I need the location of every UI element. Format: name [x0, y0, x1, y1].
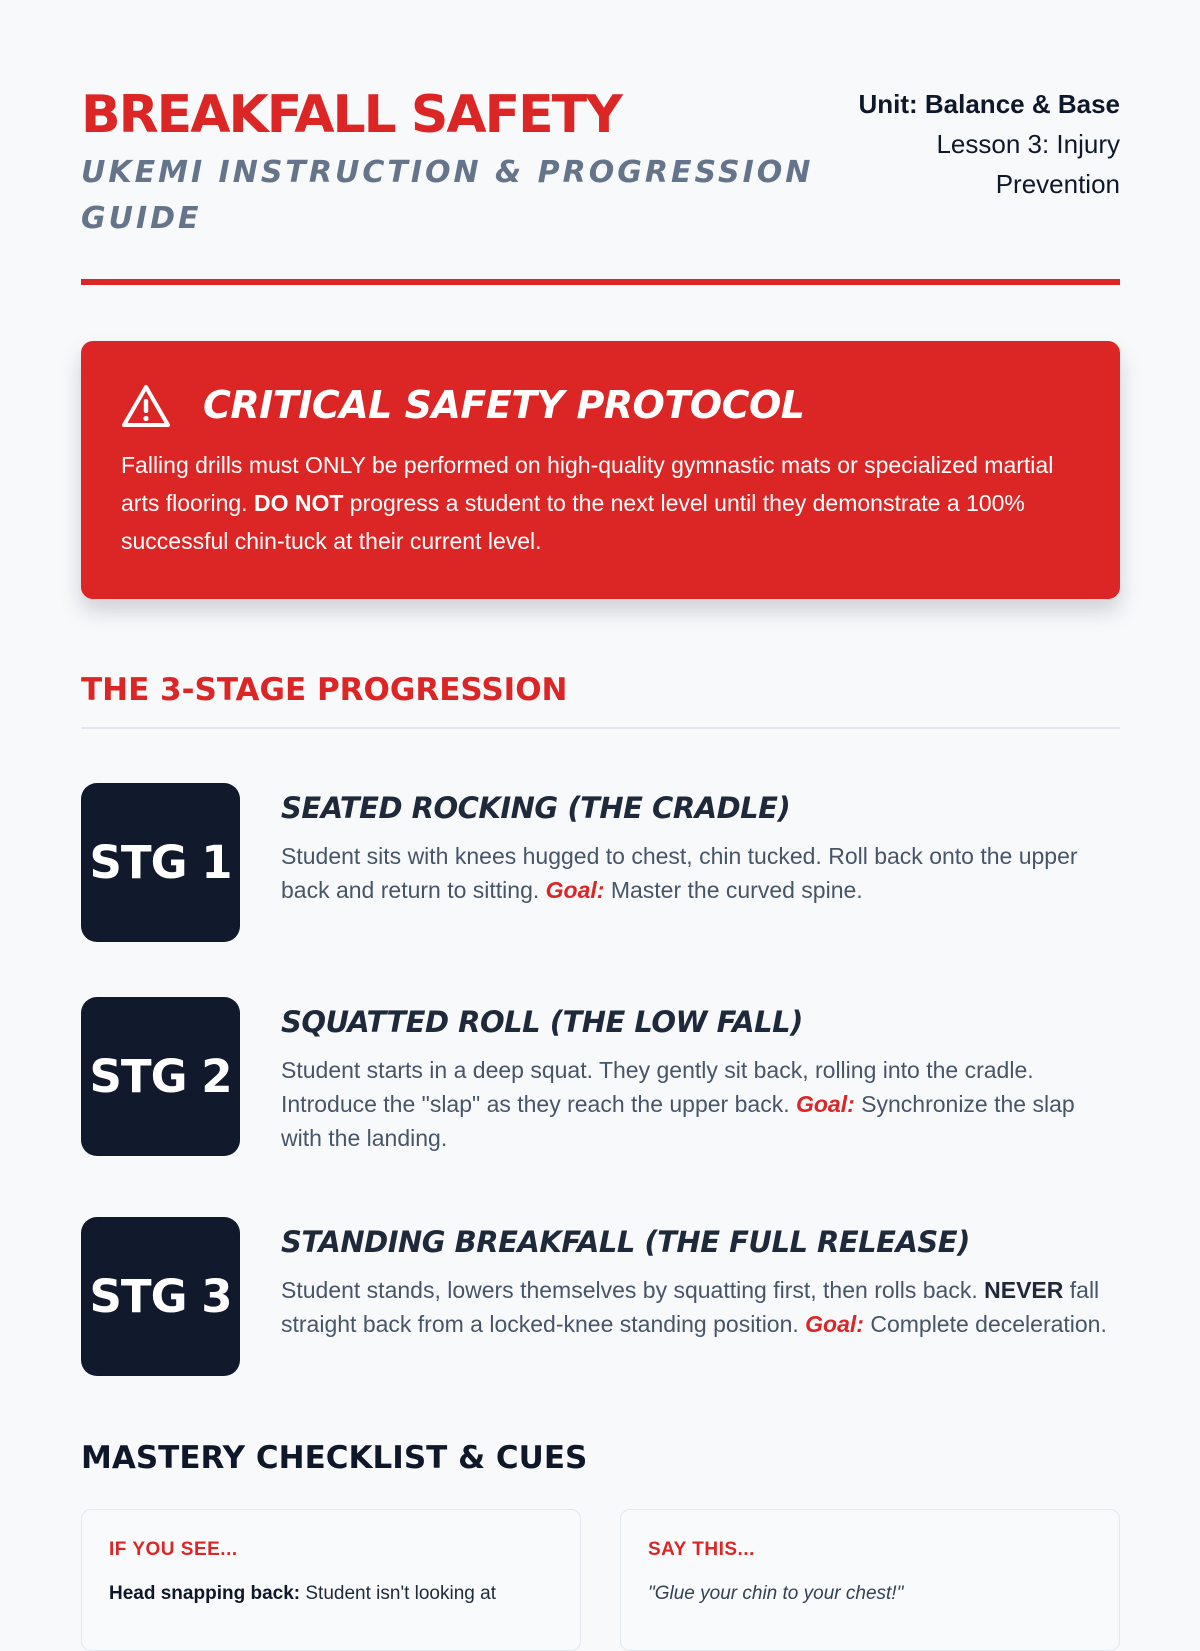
goal-label: Goal:: [805, 1311, 864, 1337]
stage-badge: STG 1: [81, 783, 240, 942]
checklist-item-text: Student isn't looking at: [300, 1583, 496, 1604]
protocol-text-part-2: progress a student to the next level until they demonstrate a 100% successful chin-tuck at their current level.: [121, 490, 1025, 554]
stage-name: SQUATTED ROLL (THE LOW FALL): [281, 1005, 803, 1039]
page-title: BREAKFALL SAFETY: [81, 85, 621, 145]
stage-description-text: Student sits with knees hugged to chest, chin tucked. Roll back onto the upper back and return to sitting.: [281, 843, 1078, 903]
say-this-card: [620, 1509, 1120, 1651]
safety-protocol-box: [81, 341, 1120, 599]
goal-text: Master the curved spine.: [604, 877, 863, 903]
stage-name: SEATED ROCKING (THE CRADLE): [281, 791, 791, 825]
stage-description: [281, 839, 1111, 907]
stage-description-text: Student starts in a deep squat. They gently sit back, rolling into the cradle. Introduce the "slap" as they reach the upper back.: [281, 1057, 1034, 1117]
stage-badge: STG 3: [81, 1217, 240, 1376]
lesson-meta: [830, 84, 1120, 204]
stage-emphasis: NEVER: [984, 1277, 1064, 1303]
checklist-item: [109, 1580, 559, 1608]
goal-label: Goal:: [545, 877, 605, 903]
goal-label: Goal:: [795, 1091, 855, 1117]
stage-description-lead: Student stands, lowers themselves by squatting first, then rolls back.: [281, 1277, 985, 1303]
protocol-emphasis: DO NOT: [253, 490, 344, 516]
card-heading: SAY THIS...: [648, 1539, 755, 1560]
protocol-text: [121, 446, 1081, 560]
progression-heading: THE 3-STAGE PROGRESSION: [81, 672, 568, 708]
stage-description: [281, 1053, 1111, 1155]
lesson-label: Lesson 3: Injury Prevention: [936, 129, 1120, 199]
stage-description-text: fall straight back from a locked-knee standing position.: [281, 1277, 1100, 1337]
checklist-item-label: Head snapping back:: [109, 1583, 301, 1604]
progression-divider: [81, 727, 1120, 729]
page-header: [81, 84, 1120, 284]
lesson-page: [81, 0, 1120, 1604]
mastery-heading: MASTERY CHECKLIST & CUES: [81, 1440, 588, 1476]
header-divider: [81, 279, 1120, 285]
protocol-text-part-1: Falling drills must ONLY be performed on high-quality gymnastic mats or specialized martial arts flooring.: [121, 452, 1054, 516]
card-heading: IF YOU SEE...: [109, 1539, 238, 1560]
protocol-title: CRITICAL SAFETY PROTOCOL: [203, 383, 805, 427]
warning-triangle-icon: [121, 383, 171, 429]
page-subtitle: UKEMI INSTRUCTION & PROGRESSION GUIDE: [81, 155, 814, 236]
stage-description: [281, 1273, 1111, 1341]
cue-quote: "Glue your chin to your chest!": [648, 1583, 904, 1604]
stage-badge: STG 2: [81, 997, 240, 1156]
goal-text: Synchronize the slap with the landing.: [281, 1091, 1075, 1151]
goal-text: Complete deceleration.: [863, 1311, 1107, 1337]
stage-name: STANDING BREAKFALL (THE FULL RELEASE): [281, 1225, 970, 1259]
if-you-see-card: [81, 1509, 581, 1651]
unit-label: Unit: Balance & Base: [858, 89, 1120, 119]
